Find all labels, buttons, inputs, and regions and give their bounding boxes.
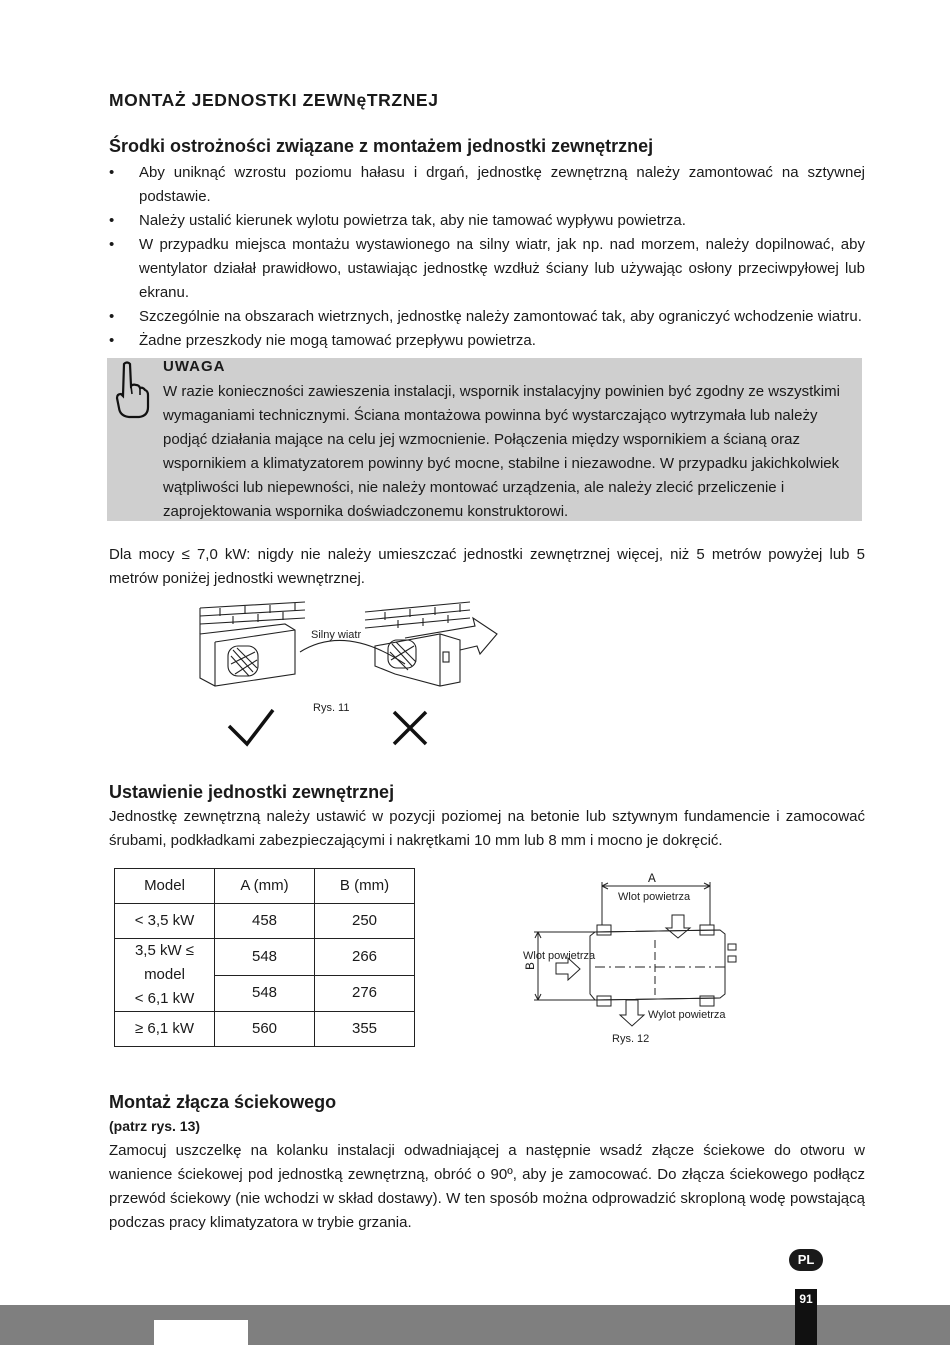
bullet: • <box>109 308 115 325</box>
footer-tab <box>154 1320 248 1345</box>
table-header-row <box>115 869 415 904</box>
page-title: MONTAŻ JEDNOSTKI ZEWNęTRZNEJ <box>109 90 439 110</box>
page-number: 91 <box>795 1289 817 1345</box>
dimensions-table <box>114 868 415 1047</box>
dimension-b-label: B <box>523 962 538 970</box>
figure-11-diagram <box>195 594 505 754</box>
list-item: • W przypadku miejsca montażu wystawionego na silny wiatr, jak np. nad morzem, należy dopilnować, aby wentylator działał prawidłowo, ustawiając jednostkę wzdłuż ściany lub używając osłony przeciwpyłowej lub ekranu. <box>109 233 865 305</box>
table-cell: 548 <box>215 975 315 1012</box>
list-item: • Żadne przeszkody nie mogą tamować przepływu powietrza. <box>109 329 865 353</box>
bullet: • <box>109 212 115 229</box>
table-cell: 560 <box>215 1012 315 1047</box>
table-cell: ≥ 6,1 kW <box>115 1012 215 1047</box>
note-title: UWAGA <box>163 358 226 375</box>
table-cell: < 3,5 kW <box>115 904 215 939</box>
bullet: • <box>109 236 115 253</box>
table-header: A (mm) <box>215 869 315 904</box>
figure-12-diagram <box>520 870 750 1050</box>
dimension-a-label: A <box>648 871 656 886</box>
precautions-list <box>109 161 865 353</box>
table-cell: 458 <box>215 904 315 939</box>
section-heading-placement: Ustawienie jednostki zewnętrznej <box>109 782 395 802</box>
pointing-hand-icon <box>110 360 150 422</box>
section-heading-precautions: Środki ostrożności związane z montażem jednostki zewnętrznej <box>109 136 654 156</box>
table-cell: 3,5 kW ≤ model < 6,1 kW <box>115 939 215 1012</box>
inlet-left-label: Wlot powietrza <box>523 950 596 962</box>
table-cell: 266 <box>315 939 415 976</box>
wind-label: Silny wiatr <box>311 629 362 641</box>
cross-icon <box>394 712 426 744</box>
bullet: • <box>109 332 115 349</box>
note-text: W razie konieczności zawieszenia instalacji, wspornik instalacyjny powinien być zgodny ze wszystkimi wymaganiami technicznymi. Ściana montażowa powinna być wystarczająco wytrzymała lub należy podjąć działania mające na celu jej wzmocnienie. Połączenia między wspornikiem a ścianą oraz wspornikiem a klimatyzatorem powinny być mocne, stabilne i niezawodne. W przypadku jakichkolwiek wątpliwości lub niepewności, nie należy montować urządzenia, ale należy zlecić przeliczenie i zaprojektowania wspornika doświadczonemu konstruktorowi. <box>163 383 840 520</box>
table-header: B (mm) <box>315 869 415 904</box>
table-header: Model <box>115 869 215 904</box>
outlet-label: Wylot powietrza <box>648 1009 726 1021</box>
language-badge: PL <box>789 1249 823 1271</box>
table-row <box>115 1012 415 1047</box>
section-heading-drain: Montaż złącza ściekowego <box>109 1092 337 1112</box>
section-subheading-drain: (patrz rys. 13) <box>109 1118 201 1134</box>
placement-text: Jednostkę zewnętrzną należy ustawić w pozycji poziomej na betonie lub sztywnym fundamencie i zamocować śrubami, podkładkami zabezpieczającymi i nakrętkami 10 mm lub 8 mm i mocno je dokręcić. <box>109 808 865 849</box>
list-item: • Należy ustalić kierunek wylotu powietrza tak, aby nie tamować wypływu powietrza. <box>109 209 865 233</box>
table-row <box>115 939 415 976</box>
table-cell: 276 <box>315 975 415 1012</box>
check-icon <box>229 710 273 744</box>
list-item: • Aby uniknąć wzrostu poziomu hałasu i drgań, jednostkę zewnętrzną należy zamontować na sztywnej podstawie. <box>109 161 865 209</box>
table-cell: 250 <box>315 904 415 939</box>
table-row <box>115 904 415 939</box>
table-cell: 355 <box>315 1012 415 1047</box>
drain-text: Zamocuj uszczelkę na kolanku instalacji odwadniającej a następnie wsadź złącze ściekowe do otworu w wanience ściekowej pod jednostką zewnętrzną, obróć o 90º, aby je zamocować. Do złącza ściekowego podłącz przewód ściekowy (nie wchodzi w skład dostawy). W ten sposób można odprowadzić skroploną wodę powstającą podczas pracy klimatyzatora w trybie grzania. <box>109 1142 865 1231</box>
power-note: Dla mocy ≤ 7,0 kW: nigdy nie należy umieszczać jednostki zewnętrznej więcej, niż 5 metrów powyżej lub 5 metrów poniżej jednostki wewnętrznej. <box>109 546 865 587</box>
inlet-top-label: Wlot powietrza <box>618 891 691 903</box>
figure-12-caption: Rys. 12 <box>612 1033 650 1045</box>
list-item: • Szczególnie na obszarach wietrznych, jednostkę należy zamontować tak, aby ograniczyć wchodzenie wiatru. <box>109 305 865 329</box>
table-cell: 548 <box>215 939 315 976</box>
bullet: • <box>109 164 115 181</box>
figure-11-caption: Rys. 11 <box>313 702 350 714</box>
